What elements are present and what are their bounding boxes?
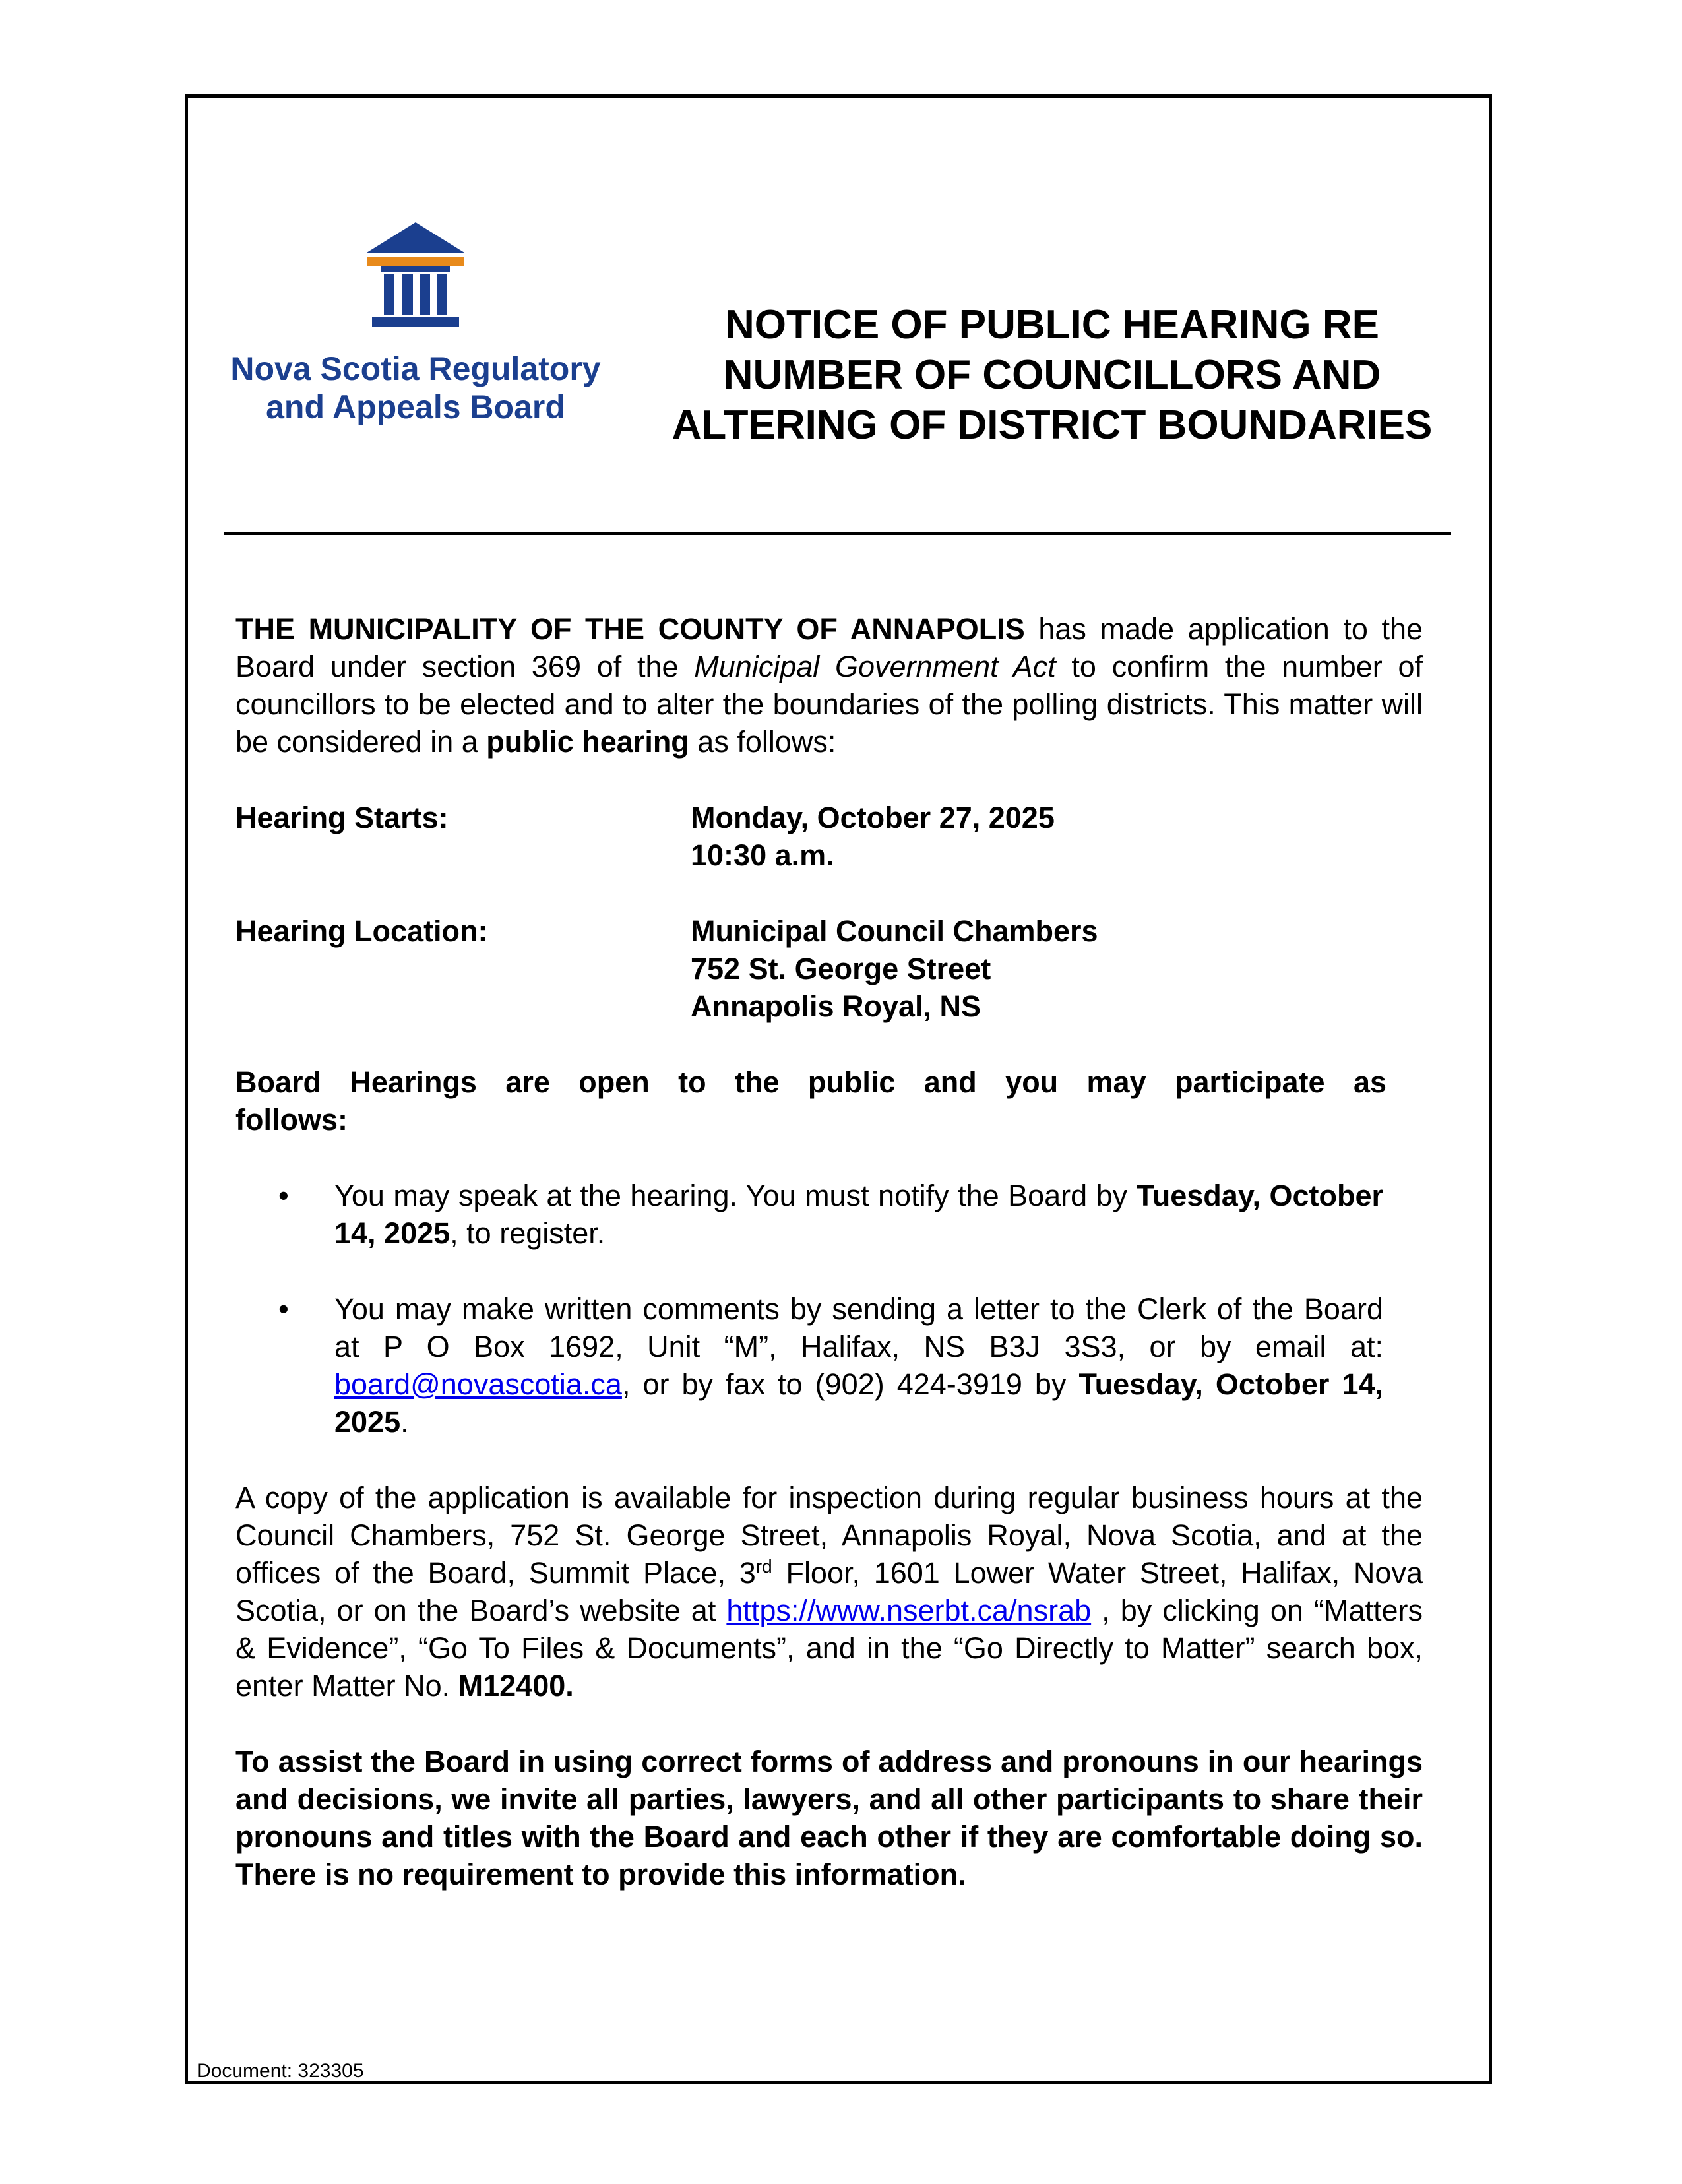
list-item: • You may make written comments by sending a letter to the Clerk of the Board at P O Box 1692, Unit “M”, Halifax, NS B3J 3S3, or by email at: board@novascotia.ca, or by fax to (902) 424-3919 by Tuesday, October 14, 2025.: [235, 1290, 1383, 1441]
document-number: Document: 323305: [197, 2060, 364, 2082]
pronouns-paragraph: To assist the Board in using correct forms of address and pronouns in our hearings and decisions, we invite all parties, lawyers, and all other participants to share their pronouns and titles with the Board and each other if they are comfortable doing so. There is no requirement to provide this information.: [235, 1745, 1423, 1891]
list-item: • You may speak at the hearing. You must notify the Board by Tuesday, October 14, 2025, to register.: [235, 1177, 1383, 1252]
participate-heading: Board Hearings are open to the public and you may participate as follows:: [235, 1065, 1386, 1137]
board-email-link[interactable]: board@novascotia.ca: [334, 1367, 622, 1401]
logo-wordmark: Nova Scotia Regulatory and Appeals Board: [230, 350, 601, 425]
nsrab-logo: [218, 221, 613, 432]
intro-paragraph: THE MUNICIPALITY OF THE COUNTY OF ANNAPOLIS has made application to the Board under section 369 of the Municipal Government Act to confirm the number of councillors to be elected and to alter the boundaries of the polling districts. This matter will be considered in a public hearing as follows:: [235, 612, 1423, 759]
notice-body: [235, 610, 1423, 1893]
nsrab-website-link[interactable]: https://www.nserbt.ca/nsrab: [726, 1594, 1092, 1627]
hearing-location: Hearing Location: Municipal Council Chambers 752 St. George Street Annapolis Royal, NS: [235, 914, 1098, 1023]
courthouse-icon: [363, 221, 468, 333]
header-divider: [224, 532, 1451, 535]
bullet-icon: •: [278, 1179, 289, 1212]
hearing-starts: Hearing Starts: Monday, October 27, 2025 10:30 a.m.: [235, 801, 1055, 872]
participation-options: [235, 1177, 1423, 1441]
bullet-icon: •: [278, 1292, 289, 1326]
notice-title: NOTICE OF PUBLIC HEARING RE NUMBER OF COUNCILLORS AND ALTERING OF DISTRICT BOUNDARIES: [671, 302, 1433, 448]
copy-paragraph: A copy of the application is available for inspection during regular business hours at the Council Chambers, 752 St. George Street, Annapolis Royal, Nova Scotia, and at the offices of the Board, Summit Place, 3rd Floor, 1601 Lower Water Street, Halifax, Nova Scotia, or on the Board’s website at https://www.nserbt.ca/nsrab , by clicking on “Matters & Evidence”, “Go To Files & Documents”, and in the “Go Directly to Matter” search box, enter Matter No. M12400.: [235, 1481, 1423, 1702]
